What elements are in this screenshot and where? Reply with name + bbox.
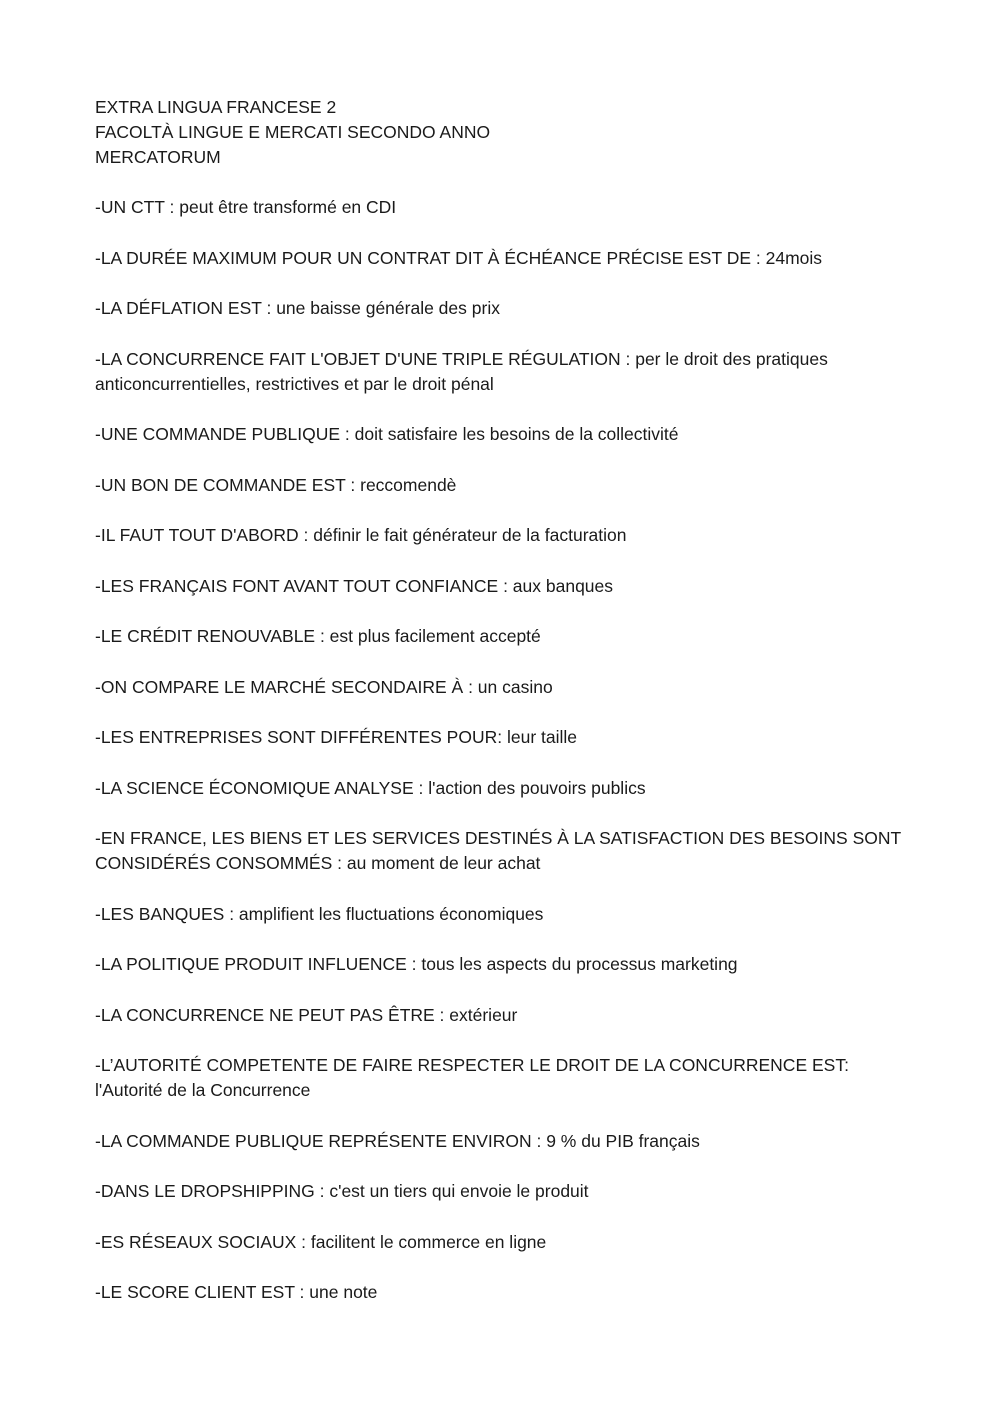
qa-item-12: -LA SCIENCE ÉCONOMIQUE ANALYSE : l'action des pouvoirs publics [95, 777, 646, 798]
faculty-line: FACOLTÀ LINGUE E MERCATI SECONDO ANNO [95, 122, 491, 142]
document-header [95, 95, 915, 170]
university-name: MERCATORUM [95, 147, 221, 167]
course-title: EXTRA LINGUA FRANCESE 2 [95, 97, 337, 117]
qa-item-1: -UN CTT : peut être transformé en CDI [95, 197, 397, 217]
qa-item-4: -LA CONCURRENCE FAIT L'OBJET D'UNE TRIPLE RÉGULATION : per le droit des pratiques anticoncurrentielles, restrictives et par le droit pénal [95, 348, 828, 394]
qa-item-3: -LA DÉFLATION EST : une baisse générale des prix [95, 298, 500, 318]
qa-item-9: -LE CRÉDIT RENOUVABLE : est plus facilement accepté [95, 626, 541, 646]
qa-item-17: -L’AUTORITÉ COMPETENTE DE FAIRE RESPECTER LE DROIT DE LA CONCURRENCE EST: l'Autorité de la Concurrence [95, 1055, 849, 1100]
qa-item-8: -LES FRANÇAIS FONT AVANT TOUT CONFIANCE : aux banques [95, 575, 614, 596]
qa-item-18: -LA COMMANDE PUBLIQUE REPRÉSENTE ENVIRON : 9 % du PIB français [95, 1130, 700, 1151]
qa-item-6: -UN BON DE COMMANDE EST : reccomendè [95, 474, 457, 495]
qa-item-5: -UNE COMMANDE PUBLIQUE : doit satisfaire les besoins de la collectivité [95, 424, 679, 444]
qa-item-20: -ES RÉSEAUX SOCIAUX : facilitent le commerce en ligne [95, 1231, 547, 1252]
qa-item-19: -DANS LE DROPSHIPPING : c'est un tiers qui envoie le produit [95, 1181, 589, 1201]
qa-item-2: -LA DURÉE MAXIMUM POUR UN CONTRAT DIT À ÉCHÉANCE PRÉCISE EST DE : 24mois [95, 247, 823, 268]
qa-item-15: -LA POLITIQUE PRODUIT INFLUENCE : tous les aspects du processus marketing [95, 954, 738, 974]
qa-item-10: -ON COMPARE LE MARCHÉ SECONDAIRE À : un casino [95, 676, 553, 697]
qa-item-14: -LES BANQUES : amplifient les fluctuations économiques [95, 903, 544, 924]
qa-item-21: -LE SCORE CLIENT EST : une note [95, 1282, 378, 1302]
document-body [95, 95, 915, 1331]
qa-item-7: -IL FAUT TOUT D'ABORD : définir le fait générateur de la facturation [95, 525, 627, 545]
qa-item-13: -EN FRANCE, LES BIENS ET LES SERVICES DESTINÉS À LA SATISFACTION DES BESOINS SONT CONSIDÉRÉS CONSOMMÉS : au moment de leur achat [95, 828, 901, 873]
qa-item-16: -LA CONCURRENCE NE PEUT PAS ÊTRE : extérieur [95, 1004, 518, 1025]
qa-item-11: -LES ENTREPRISES SONT DIFFÉRENTES POUR: leur taille [95, 727, 578, 747]
